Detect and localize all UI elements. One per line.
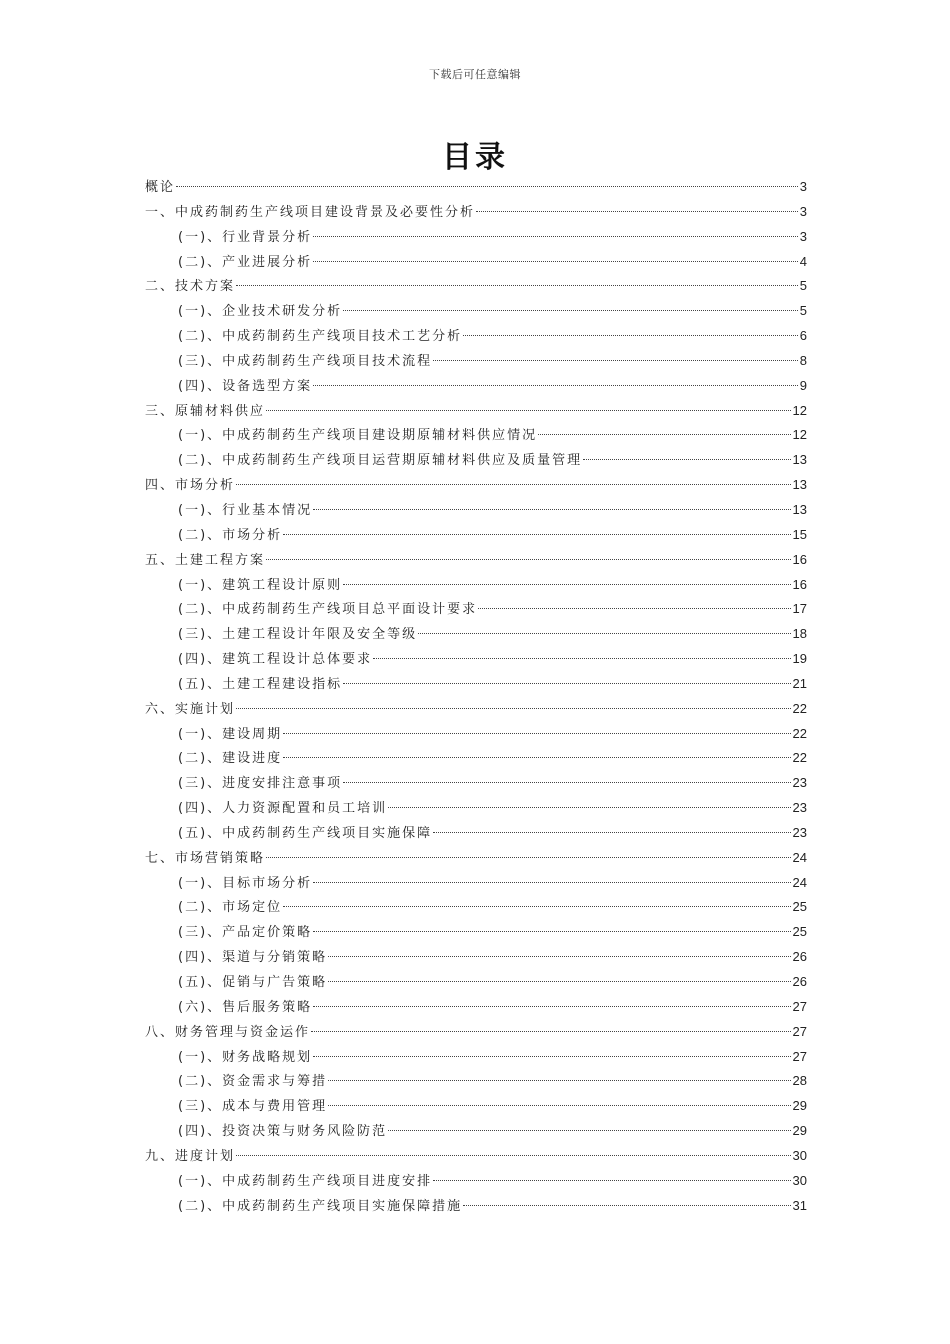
toc-entry[interactable] [145, 1021, 807, 1046]
dot-leader [433, 832, 790, 833]
toc-entry-page-number: 24 [792, 849, 807, 865]
toc-entry-page-number: 6 [799, 328, 807, 344]
toc-entry-page-number: 23 [792, 775, 807, 791]
toc-entry-page-number: 16 [792, 576, 807, 592]
toc-entry-page-number: 16 [792, 551, 807, 567]
dot-leader [583, 459, 790, 460]
toc-entry-label: (一)、建设周期 [178, 726, 283, 742]
toc-entry[interactable] [145, 226, 807, 251]
dot-leader [266, 559, 791, 560]
toc-entry-label: (一)、行业基本情况 [178, 502, 313, 518]
dot-leader [343, 782, 790, 783]
toc-entry-label: (一)、中成药制药生产线项目建设期原辅材料供应情况 [178, 428, 538, 444]
dot-leader [313, 931, 790, 932]
toc-entry-page-number: 13 [792, 501, 807, 517]
toc-entry-label: (一)、行业背景分析 [178, 229, 313, 245]
toc-entry[interactable] [145, 847, 807, 872]
toc-entry[interactable] [145, 251, 807, 276]
page-header: 下载后可任意编辑 [429, 68, 521, 81]
toc-entry-page-number: 29 [792, 1098, 807, 1114]
toc-entry[interactable] [145, 1095, 807, 1120]
toc-entry-label: (四)、设备选型方案 [178, 378, 313, 394]
toc-entry-page-number: 22 [792, 725, 807, 741]
toc-entry-label: (二)、中成药制药生产线项目技术工艺分析 [178, 329, 463, 345]
toc-entry[interactable] [145, 747, 807, 772]
toc-entry-label: (三)、中成药制药生产线项目技术流程 [178, 353, 433, 369]
toc-entry-label: (一)、中成药制药生产线项目进度安排 [178, 1173, 433, 1189]
toc-entry-label: (五)、促销与广告策略 [178, 975, 328, 990]
toc-entry-page-number: 3 [799, 179, 807, 194]
toc-entry-label: (六)、售后服务策略 [178, 999, 313, 1015]
dot-leader [283, 906, 790, 907]
dot-leader [266, 410, 791, 411]
dot-leader [476, 211, 798, 212]
dot-leader [343, 683, 790, 684]
toc-entry-page-number: 25 [792, 899, 807, 915]
toc-entry-label: (二)、中成药制药生产线项目运营期原辅材料供应及质量管理 [178, 453, 583, 469]
dot-leader [311, 1031, 791, 1032]
toc-entry-page-number: 3 [799, 203, 807, 219]
dot-leader [538, 434, 790, 435]
dot-leader [463, 1205, 790, 1206]
toc-entry-page-number: 27 [792, 998, 807, 1014]
toc-entry-page-number: 12 [792, 427, 807, 443]
toc-entry-page-number: 15 [792, 526, 807, 542]
dot-leader [463, 335, 798, 336]
toc-entry-label: (三)、成本与费用管理 [178, 1099, 328, 1115]
toc-entry[interactable] [145, 971, 807, 996]
dot-leader [283, 733, 790, 734]
toc-entry-page-number: 26 [792, 974, 807, 989]
toc-entry-page-number: 26 [792, 949, 807, 965]
toc-entry[interactable] [145, 400, 807, 425]
dot-leader [283, 534, 790, 535]
dot-leader [343, 584, 790, 585]
toc-entry[interactable] [145, 648, 807, 673]
toc-entry[interactable] [145, 772, 807, 797]
toc-entry-label: (一)、目标市场分析 [178, 875, 313, 891]
dot-leader [328, 1105, 790, 1106]
toc-entry-page-number: 30 [792, 1172, 807, 1188]
toc-entry[interactable] [145, 698, 807, 723]
toc-entry-label: 概论 [145, 180, 176, 195]
dot-leader [433, 1180, 790, 1181]
toc-entry-page-number: 4 [799, 253, 807, 269]
toc-entry-page-number: 23 [792, 800, 807, 816]
toc-entry[interactable] [145, 499, 807, 524]
toc-entry-label: (二)、市场分析 [178, 527, 283, 543]
dot-leader [328, 956, 790, 957]
dot-leader [388, 807, 790, 808]
dot-leader [313, 236, 798, 237]
dot-leader [433, 360, 798, 361]
toc-entry[interactable] [145, 921, 807, 946]
toc-entry-label: (一)、财务战略规划 [178, 1049, 313, 1065]
toc-entry-page-number: 23 [792, 824, 807, 840]
page-title: 目录 [442, 140, 508, 175]
toc-entry[interactable] [145, 524, 807, 549]
toc-entry-page-number: 25 [792, 924, 807, 940]
toc-entry-label: (二)、中成药制药生产线项目总平面设计要求 [178, 602, 478, 618]
toc-entry-page-number: 17 [792, 601, 807, 617]
dot-leader [478, 608, 790, 609]
dot-leader [328, 981, 790, 982]
toc-entry-label: (二)、产业进展分析 [178, 254, 313, 270]
toc-entry[interactable] [145, 350, 807, 375]
toc-entry-label: (一)、建筑工程设计原则 [178, 577, 343, 593]
toc-entry[interactable] [145, 797, 807, 822]
toc-entry[interactable] [145, 325, 807, 350]
dot-leader [236, 1155, 791, 1156]
toc-entry-page-number: 31 [792, 1197, 807, 1213]
dot-leader [373, 658, 790, 659]
dot-leader [313, 1056, 790, 1057]
toc-entry[interactable] [145, 424, 807, 449]
toc-entry-page-number: 21 [792, 675, 807, 691]
toc-entry-label: (二)、中成药制药生产线项目实施保障措施 [178, 1198, 463, 1214]
dot-leader [266, 857, 791, 858]
toc-entry[interactable] [145, 449, 807, 474]
toc-entry[interactable] [145, 549, 807, 574]
dot-leader [313, 261, 798, 262]
toc-entry-page-number: 28 [792, 1073, 807, 1089]
toc-entry-label: 一、中成药制药生产线项目建设背景及必要性分析 [145, 204, 476, 220]
toc-entry[interactable] [145, 275, 807, 300]
dot-leader [236, 708, 791, 709]
toc-entry-page-number: 5 [799, 278, 807, 294]
toc-entry[interactable] [145, 201, 807, 226]
toc-entry-label: (四)、建筑工程设计总体要求 [178, 652, 373, 668]
toc-entry-page-number: 24 [792, 874, 807, 890]
toc-entry[interactable] [145, 176, 807, 201]
toc-entry[interactable] [145, 822, 807, 847]
dot-leader [313, 385, 798, 386]
dot-leader [176, 186, 798, 187]
toc-entry-page-number: 13 [792, 452, 807, 468]
toc-entry[interactable] [145, 1070, 807, 1095]
toc-entry[interactable] [145, 723, 807, 748]
toc-entry[interactable] [145, 598, 807, 623]
toc-entry-label: 八、财务管理与资金运作 [145, 1024, 311, 1040]
toc-entry-page-number: 27 [792, 1048, 807, 1064]
dot-leader [343, 310, 798, 311]
toc-entry-label: (三)、土建工程设计年限及安全等级 [178, 627, 418, 643]
toc-entry-label: (三)、进度安排注意事项 [178, 776, 343, 792]
toc-entry-label: 七、市场营销策略 [145, 850, 266, 866]
toc-entry[interactable] [145, 946, 807, 971]
toc-entry-label: 三、原辅材料供应 [145, 403, 266, 419]
dot-leader [418, 633, 790, 634]
dot-leader [283, 757, 790, 758]
toc-entry-label: 九、进度计划 [145, 1148, 236, 1164]
toc-entry[interactable] [145, 1120, 807, 1145]
toc-entry[interactable] [145, 574, 807, 599]
dot-leader [388, 1130, 790, 1131]
toc-entry-page-number: 13 [792, 477, 807, 493]
toc-entry[interactable] [145, 896, 807, 921]
toc-entry[interactable] [145, 623, 807, 648]
dot-leader [313, 882, 790, 883]
toc-entry-label: (二)、市场定位 [178, 900, 283, 916]
toc-entry-label: (四)、投资决策与财务风险防范 [178, 1124, 388, 1140]
toc-entry-label: 二、技术方案 [145, 279, 236, 295]
dot-leader [313, 509, 790, 510]
toc-entry-page-number: 3 [799, 228, 807, 244]
toc-entry[interactable] [145, 1046, 807, 1071]
toc-entry[interactable] [145, 375, 807, 400]
toc-entry-label: (五)、中成药制药生产线项目实施保障 [178, 825, 433, 841]
toc-entry-page-number: 30 [792, 1147, 807, 1163]
toc-entry-label: (四)、人力资源配置和员工培训 [178, 801, 388, 817]
toc-entry-label: 六、实施计划 [145, 701, 236, 717]
toc-entry-label: (五)、土建工程建设指标 [178, 676, 343, 692]
toc-entry-page-number: 8 [799, 352, 807, 368]
toc-entry-label: (一)、企业技术研发分析 [178, 304, 343, 320]
toc-entry-label: (二)、资金需求与筹措 [178, 1074, 328, 1090]
toc-entry-page-number: 9 [799, 377, 807, 393]
table-of-contents [145, 176, 807, 1219]
toc-entry[interactable] [145, 872, 807, 897]
toc-entry-page-number: 12 [792, 402, 807, 418]
toc-entry[interactable] [145, 673, 807, 698]
toc-entry-label: 四、市场分析 [145, 478, 236, 494]
toc-entry-page-number: 27 [792, 1023, 807, 1039]
toc-entry-page-number: 22 [792, 700, 807, 716]
toc-entry-label: (二)、建设进度 [178, 751, 283, 767]
toc-entry[interactable] [145, 474, 807, 499]
toc-entry-page-number: 5 [799, 303, 807, 319]
dot-leader [236, 484, 791, 485]
toc-entry-label: (三)、产品定价策略 [178, 925, 313, 941]
toc-entry-page-number: 18 [792, 626, 807, 642]
dot-leader [313, 1006, 790, 1007]
toc-entry-label: 五、土建工程方案 [145, 552, 266, 568]
toc-entry[interactable] [145, 996, 807, 1021]
toc-entry[interactable] [145, 1170, 807, 1195]
toc-entry-label: (四)、渠道与分销策略 [178, 950, 328, 966]
toc-entry[interactable] [145, 1195, 807, 1220]
toc-entry-page-number: 22 [792, 750, 807, 766]
dot-leader [328, 1080, 790, 1081]
toc-entry-page-number: 29 [792, 1123, 807, 1139]
toc-entry[interactable] [145, 300, 807, 325]
toc-entry-page-number: 19 [792, 651, 807, 667]
dot-leader [236, 285, 798, 286]
toc-entry[interactable] [145, 1145, 807, 1170]
